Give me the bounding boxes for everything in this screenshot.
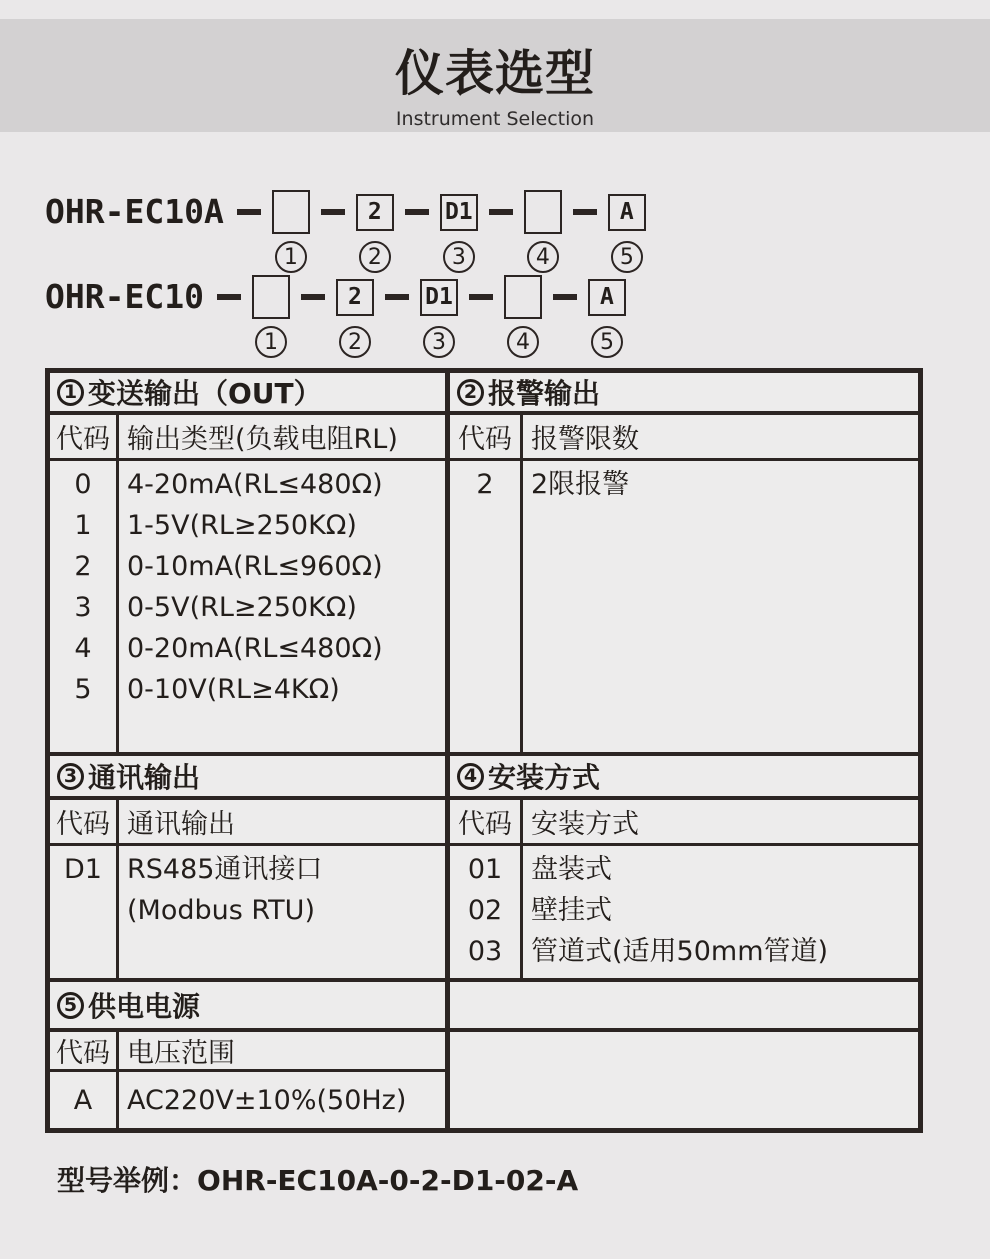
model-code-diagrams	[45, 188, 990, 358]
position-number-badge: 5	[611, 241, 643, 273]
desc-value: 0-10V(RL≥4KΩ)	[127, 674, 340, 705]
desc-value: 壁挂式	[531, 895, 612, 926]
code-column-header: 代码	[50, 800, 119, 843]
code-position-1	[272, 188, 310, 273]
model-name: OHR-EC10	[45, 277, 204, 316]
code-value: 2	[74, 551, 92, 582]
section-1-descriptions	[119, 461, 450, 752]
code-column-header: 代码	[450, 800, 523, 843]
page-title: 仪表选型	[394, 45, 595, 102]
code-position-4	[524, 188, 562, 273]
code-value: 03	[467, 936, 503, 967]
code-value: 2	[476, 469, 494, 500]
desc-column-header: 安装方式	[531, 809, 639, 840]
section-3-4-column-header-row	[50, 800, 918, 846]
position-number-badge: 1	[275, 241, 307, 273]
section-4-codes	[450, 846, 523, 978]
code-column-header: 代码	[50, 1032, 119, 1069]
code-position-4	[504, 273, 542, 358]
position-number-badge: 3	[423, 326, 455, 358]
circled-4-icon: 4	[457, 763, 484, 790]
section-5-header-row	[50, 982, 918, 1032]
section-1-2-column-header-row	[50, 415, 918, 461]
dash-separator	[489, 188, 513, 236]
section-2-title: 2 报警输出	[450, 372, 918, 412]
desc-value: 0-20mA(RL≤480Ω)	[127, 633, 383, 664]
code-position-5	[608, 188, 646, 273]
desc-value: 1-5V(RL≥250KΩ)	[127, 510, 357, 541]
model-row-ec10	[45, 273, 990, 358]
section-3-title: 3 通讯输出	[50, 756, 450, 796]
section-5-body	[50, 1032, 918, 1128]
code-value: 4	[74, 633, 92, 664]
desc-column-header: 电压范围	[127, 1038, 235, 1069]
selection-table	[45, 368, 923, 1133]
circled-3-icon: 3	[57, 763, 84, 790]
code-position-1	[252, 273, 290, 358]
code-value: D1	[64, 854, 102, 885]
dash-separator	[385, 273, 409, 321]
position-number-badge: 4	[527, 241, 559, 273]
desc-value: 0-5V(RL≥250KΩ)	[127, 592, 357, 623]
code-position-3	[420, 273, 458, 358]
code-box	[252, 275, 290, 319]
dash-separator	[301, 273, 325, 321]
code-position-2	[336, 273, 374, 358]
desc-value: AC220V±10%(50Hz)	[127, 1084, 407, 1116]
section-5-value-row	[50, 1072, 445, 1128]
section-3-codes	[50, 846, 119, 978]
page-subtitle: Instrument Selection	[395, 108, 595, 130]
section-5-column-header-row	[50, 1032, 445, 1072]
position-number-badge: 1	[255, 326, 287, 358]
code-value: 0	[74, 469, 92, 500]
code-box	[524, 190, 562, 234]
example-model-number: OHR-EC10A-0-2-D1-02-A	[197, 1164, 579, 1197]
position-number-badge: 2	[339, 326, 371, 358]
code-value: 02	[467, 895, 503, 926]
code-box	[272, 190, 310, 234]
position-number-badge: 4	[507, 326, 539, 358]
code-column-header: 代码	[450, 415, 523, 458]
model-name: OHR-EC10A	[45, 192, 224, 231]
circled-5-icon: 5	[57, 992, 84, 1019]
code-value: A	[50, 1072, 119, 1128]
code-position-2	[356, 188, 394, 273]
desc-value: 2限报警	[531, 469, 630, 500]
code-column-header: 代码	[50, 415, 119, 458]
example-label: 型号举例：	[57, 1164, 198, 1197]
code-position-3	[440, 188, 478, 273]
position-number-badge: 3	[443, 241, 475, 273]
code-box: D1	[420, 279, 458, 316]
dash-separator	[217, 273, 241, 321]
code-value: 1	[74, 510, 92, 541]
section-1-title: 1 变送输出（OUT）	[50, 373, 450, 411]
desc-value: 4-20mA(RL≤480Ω)	[127, 469, 383, 500]
section-3-descriptions	[119, 846, 450, 978]
position-number-badge: 2	[359, 241, 391, 273]
code-box	[504, 275, 542, 319]
section-3-4-content-row	[50, 846, 918, 982]
desc-column-header: 输出类型(负载电阻RL)	[119, 415, 450, 458]
section-1-codes	[50, 461, 119, 752]
code-value: 3	[74, 592, 92, 623]
section-3-4-header-row	[50, 756, 918, 800]
code-box: 2	[336, 279, 374, 316]
desc-value: 盘装式	[531, 854, 612, 885]
position-number-badge: 5	[591, 326, 623, 358]
desc-value: 0-10mA(RL≤960Ω)	[127, 551, 383, 582]
code-box: 2	[356, 194, 394, 231]
code-value: 5	[74, 674, 92, 705]
section-4-descriptions	[523, 846, 918, 978]
circled-2-icon: 2	[457, 379, 484, 406]
section-5-title: 5 供电电源	[50, 982, 450, 1028]
header-band	[0, 19, 990, 132]
section-1-2-content-row	[50, 461, 918, 756]
dash-separator	[321, 188, 345, 236]
dash-separator	[573, 188, 597, 236]
code-box: A	[608, 194, 646, 231]
desc-column-header: 报警限数	[531, 424, 639, 455]
code-box: D1	[440, 194, 478, 231]
desc-value: 管道式(适用50mm管道)	[531, 936, 829, 967]
code-value: 01	[467, 854, 503, 885]
desc-column-header: 通讯输出	[119, 800, 450, 843]
section-5-left-panel	[50, 1032, 450, 1128]
section-2-codes	[450, 461, 523, 752]
section-2-descriptions	[523, 461, 918, 752]
example-model-line	[57, 1159, 990, 1199]
section-1-2-header-row	[50, 373, 918, 415]
desc-value: (Modbus RTU)	[127, 895, 315, 926]
dash-separator	[237, 188, 261, 236]
dash-separator	[553, 273, 577, 321]
model-row-ec10a	[45, 188, 990, 273]
section-4-title: 4 安装方式	[450, 756, 918, 796]
dash-separator	[469, 273, 493, 321]
dash-separator	[405, 188, 429, 236]
code-box: A	[588, 279, 626, 316]
desc-value: RS485通讯接口	[127, 854, 323, 885]
code-position-5	[588, 273, 626, 358]
section-5-empty-cell	[450, 1032, 918, 1128]
circled-1-icon: 1	[57, 379, 84, 406]
